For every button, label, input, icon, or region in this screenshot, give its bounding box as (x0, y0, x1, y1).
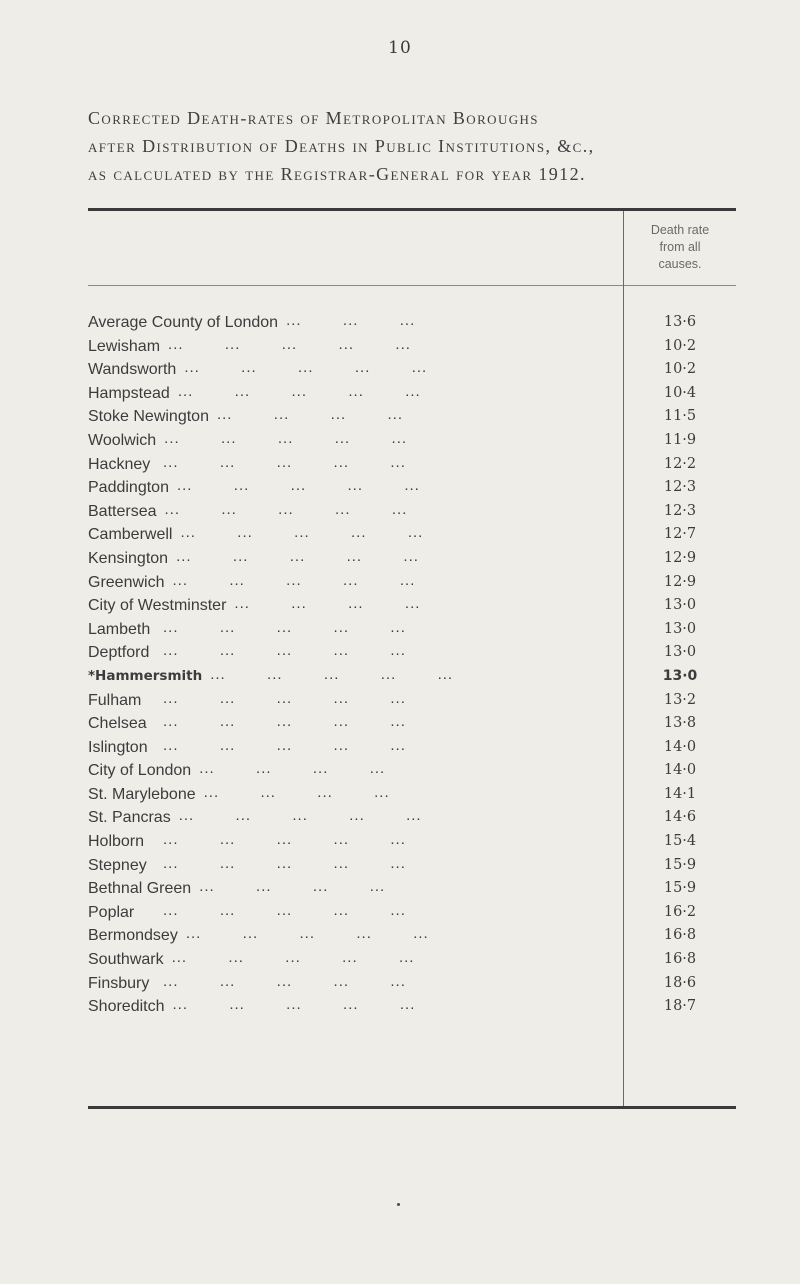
column-header-death-rate (624, 222, 736, 273)
table-row (88, 641, 736, 665)
page-number: 10 (388, 38, 412, 58)
borough-name: Camberwell (88, 526, 173, 544)
leader-dots: ... ... ... ... ... (164, 500, 408, 518)
death-rate-value: 12·3 (663, 502, 697, 519)
table-row (88, 571, 736, 595)
death-rate-value: 13·0 (663, 644, 697, 661)
table-bottom-rule (88, 1106, 736, 1109)
death-rate-value: 13·0 (662, 667, 698, 684)
borough-name: Wandsworth (88, 361, 177, 379)
paper-speck (397, 1203, 400, 1206)
table-row (88, 358, 736, 382)
leader-dots: ... ... ... ... ... (163, 689, 406, 707)
table-row (88, 382, 736, 406)
death-rate-value: 15·9 (663, 880, 697, 897)
borough-name: Battersea (88, 502, 157, 520)
borough-name: Stoke Newington (88, 408, 209, 426)
borough-name: Lewisham (88, 337, 161, 355)
table-row (88, 523, 736, 547)
leader-dots: ... ... ... ... ... (172, 996, 416, 1014)
death-rate-value: 13·6 (663, 314, 697, 330)
borough-name: Stepney (88, 856, 147, 874)
death-rate-value: 13·0 (663, 597, 697, 614)
leader-dots: ... ... ... ... ... (184, 359, 428, 377)
borough-name: Chelsea (88, 715, 147, 733)
table-row (88, 736, 736, 760)
death-rate-value: 11·5 (663, 408, 697, 425)
title-line-2: after Distribution of Deaths in Public Institutions, &c., (88, 136, 595, 156)
leader-dots: ... ... ... ... ... (163, 736, 406, 754)
table-row (88, 830, 736, 854)
borough-name: Hampstead (88, 384, 170, 402)
death-rate-value: 12·7 (663, 526, 697, 543)
table-row (88, 453, 736, 477)
column-header-line-3: causes. (658, 257, 702, 271)
death-rate-value: 13·8 (663, 715, 697, 732)
table-row (88, 429, 736, 453)
death-rate-value: 15·4 (663, 833, 697, 850)
leader-dots: ... ... ... ... ... (163, 713, 406, 731)
death-rate-value: 12·9 (663, 549, 697, 566)
leader-dots: ... ... ... ... ... (164, 429, 408, 447)
title-line-3: as calculated by the Registrar-General for year 1912. (88, 164, 586, 184)
borough-name: Shoreditch (88, 998, 165, 1016)
leader-dots: ... ... ... ... ... (176, 547, 419, 565)
leader-dots: ... ... ... ... (203, 783, 390, 801)
borough-name: City of London (88, 762, 192, 780)
table-row (88, 877, 736, 901)
table-row (88, 995, 736, 1019)
death-rate-value: 12·9 (663, 573, 697, 590)
death-rate-value: 16·8 (663, 927, 697, 944)
death-rate-value: 10·4 (663, 384, 697, 401)
leader-dots: ... ... ... ... ... (163, 453, 406, 471)
leader-dots: ... ... ... ... ... (163, 901, 406, 919)
death-rate-value: 12·3 (663, 479, 697, 496)
leader-dots: ... ... ... ... (199, 878, 386, 896)
table-row (88, 972, 736, 996)
leader-dots: ... ... ... ... ... (163, 618, 406, 636)
leader-dots: ... ... ... ... ... (176, 477, 420, 495)
leader-dots: ... ... ... (286, 312, 416, 329)
death-rate-value: 16·8 (663, 951, 697, 968)
death-rate-value: 14·0 (663, 762, 697, 779)
death-rate-value: 11·9 (663, 431, 697, 448)
borough-name: Poplar (88, 903, 135, 921)
table-row (88, 594, 736, 618)
death-rate-value: 13·0 (663, 620, 697, 637)
borough-name: Bermondsey (88, 927, 178, 945)
table-row (88, 500, 736, 524)
borough-name: St. Marylebone (88, 785, 196, 803)
table-row (88, 924, 736, 948)
header-underline-left (88, 285, 623, 286)
borough-table (88, 311, 736, 1019)
borough-name: Holborn (88, 833, 145, 851)
borough-name: Kensington (88, 549, 169, 567)
table-row (88, 665, 736, 689)
table-row (88, 806, 736, 830)
leader-dots: ... ... ... ... ... (163, 831, 406, 849)
table-row (88, 948, 736, 972)
leader-dots: ... ... ... ... (216, 406, 403, 424)
leader-dots: ... ... ... ... ... (171, 949, 415, 967)
title-line-1: Corrected Death-rates of Metropolitan Boroughs (88, 108, 539, 128)
death-rate-value: 10·2 (663, 361, 697, 378)
table-row (88, 783, 736, 807)
borough-name: Bethnal Green (88, 880, 192, 898)
borough-name: Greenwich (88, 573, 165, 591)
table-row (88, 335, 736, 359)
borough-name: Hackney (88, 455, 151, 473)
death-rate-value: 15·9 (663, 856, 697, 873)
death-rate-value: 16·2 (663, 903, 697, 920)
borough-name: Average County of London (88, 314, 279, 331)
table-row (88, 311, 736, 335)
death-rate-value: 12·2 (663, 455, 697, 472)
leader-dots: ... ... ... ... ... (168, 335, 411, 353)
column-header-line-2: from all (659, 240, 701, 254)
leader-dots: ... ... ... ... ... (178, 807, 422, 825)
leader-dots: ... ... ... ... ... (163, 972, 406, 990)
borough-name: St. Pancras (88, 809, 171, 827)
borough-name: Fulham (88, 691, 142, 709)
death-rate-value: 13·2 (663, 691, 697, 708)
table-row (88, 618, 736, 642)
leader-dots: ... ... ... ... ... (172, 571, 416, 589)
borough-name: *Hammersmith (88, 667, 203, 684)
borough-name: City of Westminster (88, 597, 227, 615)
leader-dots: ... ... ... ... ... (180, 524, 424, 542)
leader-dots: ... ... ... ... ... (177, 382, 421, 400)
death-rate-value: 18·6 (663, 974, 697, 991)
borough-name: Finsbury (88, 974, 150, 992)
table-row (88, 854, 736, 878)
death-rate-value: 10·2 (663, 337, 697, 354)
table-row (88, 405, 736, 429)
table-row (88, 712, 736, 736)
death-rate-value: 14·0 (663, 738, 697, 755)
table-row (88, 547, 736, 571)
table-row (88, 759, 736, 783)
borough-name: Islington (88, 738, 148, 756)
header-underline-right (624, 285, 736, 286)
leader-dots: ... ... ... ... ... (210, 665, 454, 683)
borough-name: Woolwich (88, 431, 157, 449)
leader-dots: ... ... ... ... ... (185, 925, 429, 943)
death-rate-value: 14·1 (663, 785, 697, 802)
borough-name: Southwark (88, 951, 164, 969)
death-rate-value: 14·6 (663, 809, 697, 826)
table-row (88, 901, 736, 925)
leader-dots: ... ... ... ... (199, 760, 386, 778)
death-rate-value: 18·7 (663, 998, 697, 1015)
column-header-line-1: Death rate (650, 223, 710, 237)
table-row (88, 476, 736, 500)
borough-name: Deptford (88, 644, 150, 662)
leader-dots: ... ... ... ... ... (163, 642, 406, 660)
page-title (88, 104, 748, 188)
borough-name: Lambeth (88, 620, 151, 638)
leader-dots: ... ... ... ... ... (163, 854, 406, 872)
table-top-rule (88, 208, 736, 211)
table-row (88, 689, 736, 713)
borough-name: Paddington (88, 479, 169, 497)
leader-dots: ... ... ... ... (234, 595, 421, 613)
